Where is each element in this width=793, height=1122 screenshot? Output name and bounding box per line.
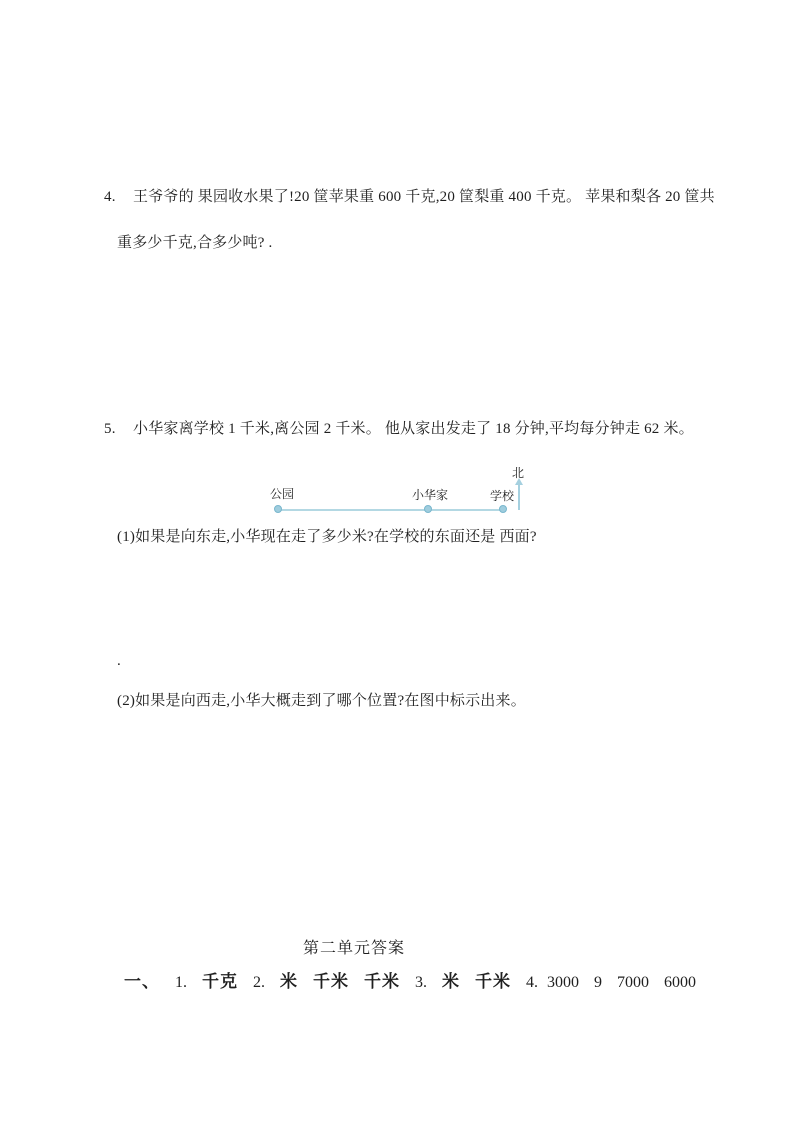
answer-seg-q4-val2: 9 [594,974,602,991]
question-5-text: 小华家离学校 1 千米,离公园 2 千米。 他从家出发走了 18 分钟,平均每分钟走 62 米。 [133,421,694,437]
answer-seg-q3-val1: 米 [442,972,460,991]
answer-seg-q2-val1: 米 [280,972,298,991]
question-5-sub-1: (1)如果是向东走,小华现在走了多少米?在学校的东面还是 西面? [117,529,537,545]
diagram-label-home: 小华家 [412,488,449,502]
answer-seg-q2-val2: 千米 [313,972,349,991]
question-4-text: 王爷爷的 果园收水果了!20 筐苹果重 600 千克,20 筐梨重 400 千克。 苹果和梨各 20 筐共 [133,189,715,205]
answer-seg-q4-val3: 7000 [617,974,649,991]
question-4-line-1 [104,188,715,207]
diagram-baseline [278,509,504,511]
question-5-number: 5. [104,421,116,437]
answer-seg-q4-num: 4. [526,974,538,991]
diagram-label-school: 学校 [490,489,515,503]
answer-seg-q3-num: 3. [415,974,427,991]
diagram-label-park: 公园 [270,487,295,501]
answer-seg-q1-val: 千克 [202,972,238,991]
answer-seg-section: 一、 [124,972,160,991]
question-4-number: 4. [104,189,116,205]
answer-seg-q4-val1: 3000 [547,974,579,991]
answers-line [124,967,707,992]
stray-period: . [117,653,121,669]
diagram-point-park [274,505,282,513]
number-line-diagram [260,462,560,517]
answer-seg-q3-val2: 千米 [475,972,511,991]
answer-seg-q4-val4: 6000 [664,974,696,991]
answer-seg-q2-num: 2. [253,974,265,991]
question-5-line-1 [104,420,694,439]
question-5-sub-2: (2)如果是向西走,小华大概走到了哪个位置?在图中标示出来。 [117,693,526,709]
answer-seg-q2-val3: 千米 [364,972,400,991]
answer-seg-q1-num: 1. [175,974,187,991]
question-4-line-2: 重多少千克,合多少吨? . [117,235,273,251]
answers-section-title: 第二单元答案 [303,940,406,957]
diagram-point-home [424,505,432,513]
diagram-point-school [499,505,507,513]
diagram-label-north: 北 [512,466,525,480]
north-arrow-line-icon [518,484,520,510]
